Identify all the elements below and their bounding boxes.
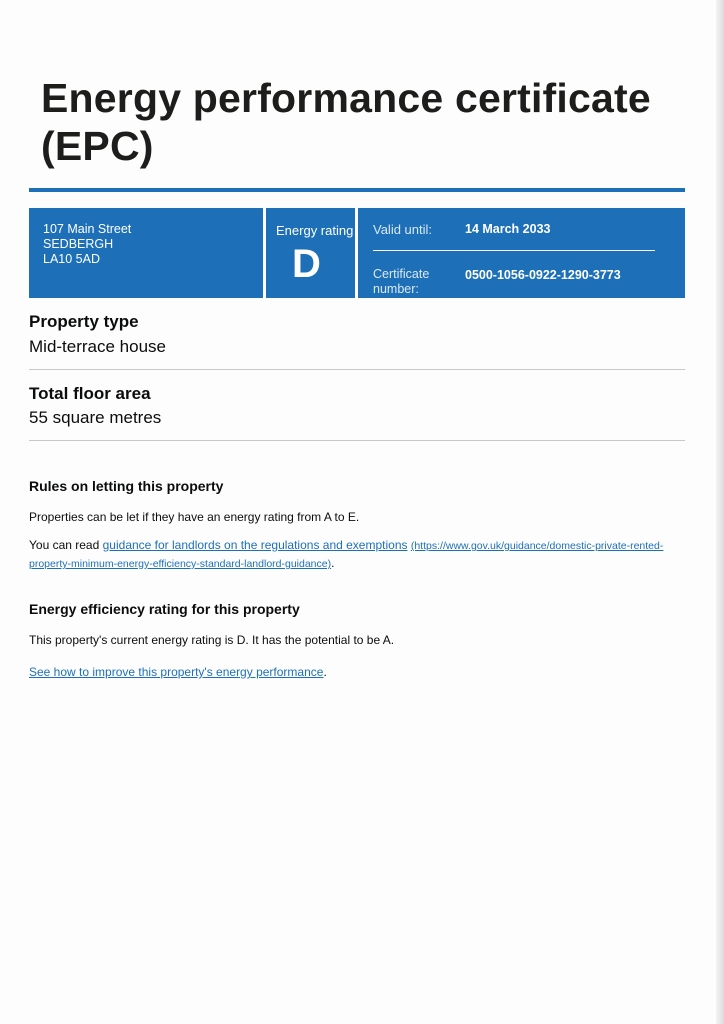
title-line-2: (EPC) [41,123,154,169]
improve-paragraph [29,664,679,681]
guidance-url-line-2: property-minimum-energy-efficiency-standard-landlord-guidance) [29,558,332,570]
energy-rating-letter: D [292,242,321,286]
summary-divider [263,208,266,298]
title-divider [29,188,685,192]
valid-until-value: 14 March 2033 [465,222,551,236]
floor-area-value: 55 square metres [29,408,162,427]
title-line-1: Energy performance certificate [41,75,651,121]
certificate-number-value: 0500-1056-0922-1290-3773 [465,268,621,282]
efficiency-rating-heading: Energy efficiency rating for this property [29,601,300,617]
section-divider [29,440,685,441]
guidance-url-line-1: (https://www.gov.uk/guidance/domestic-private-rented- [410,540,664,552]
guidance-link[interactable]: guidance for landlords on the regulations and exemptions [102,538,408,552]
address-postcode: LA10 5AD [43,252,100,266]
letting-rules-text: Properties can be let if they have an energy rating from A to E. [29,510,360,524]
page-edge [716,0,724,1024]
floor-area-heading: Total floor area [29,384,151,403]
guidance-suffix: . [331,556,335,570]
property-type-heading: Property type [29,312,139,331]
energy-rating-label: Energy rating [276,223,354,238]
improve-performance-link[interactable]: See how to improve this property's energy performance [29,665,324,679]
summary-divider [355,208,358,298]
certificate-summary-panel [29,208,685,298]
section-divider [29,369,685,370]
certificate-number-label: Certificate number: [373,267,430,296]
summary-row-divider [373,250,655,251]
guidance-prefix: You can read [29,538,103,552]
address-street: 107 Main Street [43,222,132,236]
address-town: SEDBERGH [43,237,114,251]
letting-rules-heading: Rules on letting this property [29,478,224,494]
improve-suffix: . [323,665,327,679]
efficiency-rating-text: This property's current energy rating is D. It has the potential to be A. [29,633,395,647]
property-type-value: Mid-terrace house [29,337,167,356]
guidance-paragraph [29,537,679,573]
property-address [43,222,243,267]
valid-until-label: Valid until: [373,222,433,237]
page-title [41,74,681,170]
